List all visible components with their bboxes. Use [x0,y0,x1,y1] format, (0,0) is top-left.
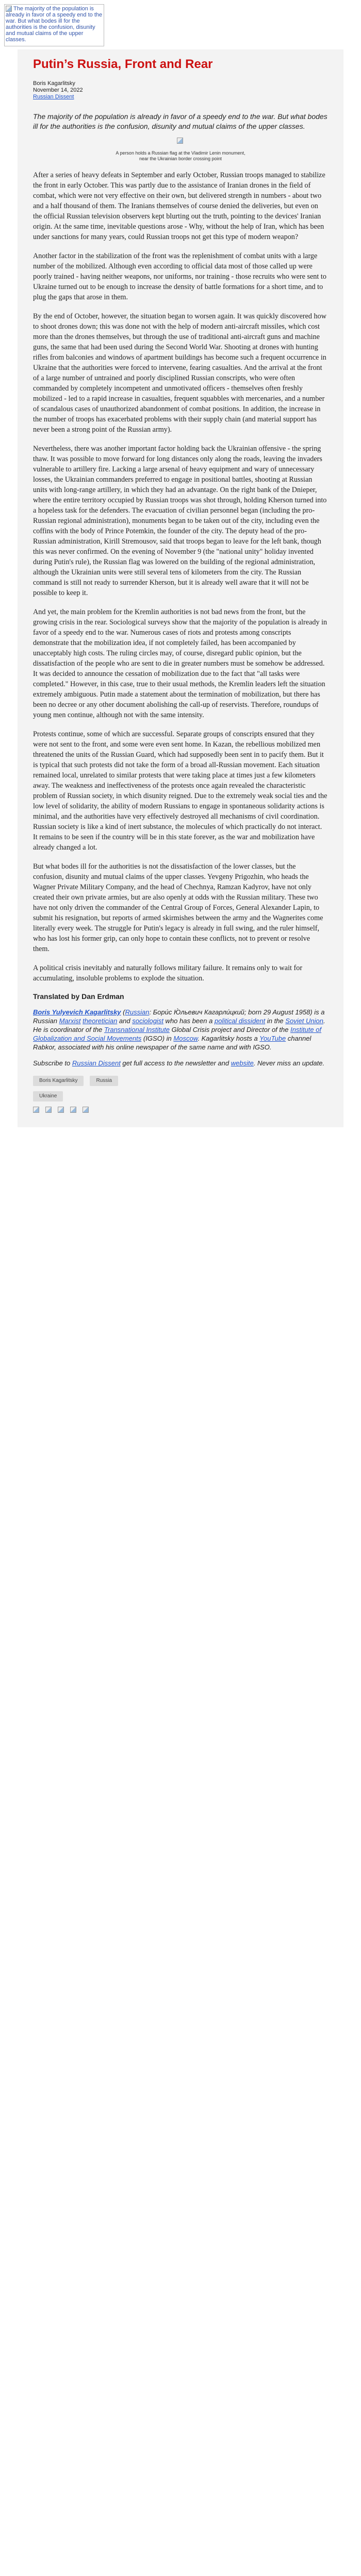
bio-text: channel Rabkor, associated with his online newspaper of the same name and with IGSO. [33,1035,311,1051]
bio-link-sociologist[interactable]: sociologist [132,1017,163,1025]
bio-text: who has been a [163,1017,215,1025]
date: November 14, 2022 [33,87,83,93]
author-bio: Boris Yulyevich Kagarlitsky (Russian: Бори́с Ю́льевич Кагарли́цкий; born 29 August 1958) is a Russian Marxist theoretician and sociologist who has been a political dissident in the Soviet Union. He is coordinator of the Transnational Institute Global Crisis project and Director of the Institute of Globalization and Social Movements (IGSO) in Moscow. Kagarlitsky hosts a YouTube channel Rabkor, associated with his online newspaper of the same name and with IGSO. [33,1008,325,1051]
article-card [18,49,343,1127]
bio-text: in the [265,1017,286,1025]
tag-row [33,1076,328,1086]
paragraph: Nevertheless, there was another important factor holding back the Ukrainian offensive - the spring thaw. It was possible to move forward for long distances only along the roads, leaving the invaders vulnerable to artillery fire. Lacking a large arsenal of heavy equipment and wary of unnecessary losses, the Ukrainian commanders preferred to engage in positional battles, shooting at Russian units with long-range artillery, in which they had an advantage. On the right bank of the Dnieper, where the entire territory occupied by Russian troops was shot through, holding Kherson turned into a hopeless task for the defenders. The evacuation of civilian personnel began (including the pro-Russian regional administration), monuments began to be taken out of the city, including even the coffins with the body of Prince Potemkin, the founder of the city. The deputy head of the pro-Russian administration, Kirill Stremousov, said that troops began to leave for the left bank, though this was never confirmed. On the evening of November 9 (the "national unity" holiday invented during Putin's rule), the Russian flag was lowered on the building of the regional administration, although the Ukrainian units were still several tens of kilometers from the city. The Russian command is still not ready to surrender Kherson, but it is already well aware that it will not be possible to keep it. [33,445,327,597]
share-facebook-icon[interactable] [45,1107,54,1115]
bio-text: Global Crisis project and Director of the [169,1026,291,1033]
tag-row [33,1091,328,1101]
subscribe-text: Subscribe to [33,1059,72,1067]
bio-text: and [117,1017,133,1025]
tag-russia[interactable]: Russia [90,1076,118,1086]
paragraph: By the end of October, however, the situation began to worsen again. It was quickly discovered how to shoot drones down; this was done not with the help of modern anti-aircraft missiles, which cost more than the drones themselves, but through the use of traditional anti-aircraft guns and machine guns, the same that had been used during the Second World War. Shooting at drones with hunting rifles from balconies and windows of apartment buildings has become such a frequent occurrence in Ukraine that the authorities were forced to intervene, fearing casualties. And the arrival at the front of a large number of untrained and poorly disciplined Russian conscripts, who were often commanded by completely incompetent and unmotivated officers - themselves often freshly mobilized - led to a rapid increase in casualties, frequent squabbles with mercenaries, and a number of scandalous cases of unauthorized abandonment of combat positions. In addition, the increase in the number of troops has exacerbated problems with their supply chain (and material support has never been a strong point of the Russian army). [33,312,326,434]
article-figure [33,138,328,162]
translator-credit: Translated by Dan Erdman [33,992,124,1001]
tag-boris-kagarlitsky[interactable]: Boris Kagarlitsky [33,1076,84,1086]
paragraph: And yet, the main problem for the Kremlin authorities is not bad news from the front, but the growing crisis in the rear. Sociological surveys show that the majority of the population is already in favor of a speedy end to the war. Numerous cases of riots and protests among conscripts demonstrate that the mobilization idea, if not completely failed, has been accompanied by unacceptably high costs. The ruling circles may, of course, disregard public opinion, but the dissatisfaction of the people who are sent to die in greater numbers must be somehow be addressed. It was decided to announce the cessation of mobilization due to the fact that "all tasks were completed." However, in this case, true to their usual methods, the Kremlin leaders left the situation extremely ambiguous. Putin made a statement about the termination of mobilization, but there has been no decree or any other document abolishing the call-up of reservists. Therefore, roundups of young men continue, although not with the same intensity. [33,608,327,719]
subscribe-text: get full access to the newsletter and [120,1059,231,1067]
broken-image-icon [6,6,12,12]
share-email-icon[interactable] [33,1107,41,1115]
paragraph: Protests continue, some of which are successful. Separate groups of conscripts ensured that they were not sent to the front, and some were even sent home. In Kazan, the rebellious mobilized men threatened the units of the Russian Guard, which had supposedly been sent in to pacify them. But it is typical that such protests did not take the form of a broad all-Russian movement. Each situation remained local, unrelated to similar protests that were taking place at times just a few kilometers away. The weakness and ineffectiveness of the protests once again revealed the characteristic problem of Russian society, in which disunity reigned. Due to the extremely weak social ties and the low level of solidarity, the ability of modern Russians to engage in spontaneous solidarity actions is minimal, and the authorities have very effectively destroyed all mechanisms of civil coordination. Russian society is like a kind of inert substance, the molecules of which practically do not interact. It remains to be seen if the country will be in this state forever, as the war and mobilization have already changed a lot. [33,730,327,852]
author: Boris Kagarlitsky [33,80,75,87]
header-image-alt: The majority of the population is already in favor of a speedy end to the war. But what bodes ill for the authorities is the confusion, disunity and mutual claims of the upper classes. [6,6,103,43]
bio-text: . Kagarlitsky hosts a [198,1035,260,1042]
source-link[interactable]: Russian Dissent [33,94,74,100]
bio-link-youtube[interactable]: YouTube [259,1035,286,1042]
bio-link-moscow[interactable]: Moscow [173,1035,198,1042]
bio-link-igso[interactable]: Institute of Globalization and Social Movements [33,1026,322,1042]
share-print-icon[interactable] [70,1107,78,1115]
figure-caption: A person holds a Russian flag at the Vladimir Lenin monument, near the Ukrainian border crossing point [116,150,245,161]
bio-link-tni[interactable]: Transnational Institute [104,1026,170,1033]
bio-name-link[interactable]: Boris Yulyevich Kagarlitsky [33,1008,121,1016]
article-container [18,49,343,1127]
bio-link-theoretician[interactable]: theoretician [83,1017,118,1025]
article-lead: The majority of the population is already in favor of a speedy end to the war. But what bodes ill for the authorities is the confusion, disunity and mutual claims of the upper classes. [33,112,327,130]
bio-link-soviet-union[interactable]: Soviet Union [285,1017,323,1025]
bio-text: : Бори́с Ю́льевич Кагарли́цкий; born 29 August 1958) is a Russian [33,1008,325,1025]
paragraph: But what bodes ill for the authorities is not the dissatisfaction of the lower classes, but the confusion, disunity and mutual claims of the upper classes. Yevgeny Prigozhin, who heads the Wagner Private Military Company, and the head of Chechnya, Ramzan Kadyrov, have not only created their own private armies, but are also openly at odds with the Russian military. These two have not only driven the commander of the Central Group of Forces, General Alexander Lapin, to submit his resignation, but reports of armed skirmishes between the army and the Wagnerites come literally every week. The struggle for Putin's legacy is already in full swing, and the ruler himself, who has lost his former grip, can only hope to contain these conflicts, not to prevent or resolve them. [33,862,323,953]
subscribe-link[interactable]: Russian Dissent [72,1059,121,1067]
bio-text: (IGSO) in [141,1035,174,1042]
bio-link-marxist[interactable]: Marxist [59,1017,81,1025]
bio-text: . He is coordinator of the [33,1017,325,1033]
article-body [33,170,328,984]
tag-ukraine[interactable]: Ukraine [33,1091,63,1101]
header-image [4,4,104,46]
figure-image-icon [176,138,185,147]
share-link-icon[interactable] [83,1107,91,1115]
share-row [33,1107,328,1115]
share-twitter-icon[interactable] [58,1107,66,1115]
subscribe-text: . Never miss an update. [253,1059,325,1067]
paragraph: After a series of heavy defeats in September and early October, Russian troops managed to stabilize the front in early October. This was partly due to the assistance of Iranian drones in the field of combat, which were not very effective on their own, but delivered strength in numbers - about two and a half thousand of them. The Iranians themselves of course denied the deliveries, but even on the official Russian television observers kept blurting out the truth, pointing to the devices' Iranian origin. At the same time, inevitable questions arose - Why, without the help of Iran, which has been under sanctions for many years, could Russian troops not get this type of modern weapon? [33,171,325,241]
website-link[interactable]: website [231,1059,254,1067]
article-meta [33,80,328,100]
bio-link-dissident[interactable]: political dissident [214,1017,266,1025]
article-title: Putin’s Russia, Front and Rear [33,57,213,71]
paragraph: A political crisis inevitably and naturally follows military failure. It remains only to wait for accumulating, insoluble problems to explode the situation. [33,964,303,982]
bio-lang-link[interactable]: Russian [125,1008,150,1016]
paragraph: Another factor in the stabilization of the front was the replenishment of combat units with a large number of the mobilized. Although even according to official data most of those called up were poorly trained - having neither weapons, nor uniforms, nor training - those recruits who were sent to Ukraine turned out to be enough to increase the density of battle formations for a short time, and to plug the gaps that arose in them. [33,252,326,301]
broken-image-icon [177,138,183,144]
subscribe-note [33,1059,328,1067]
